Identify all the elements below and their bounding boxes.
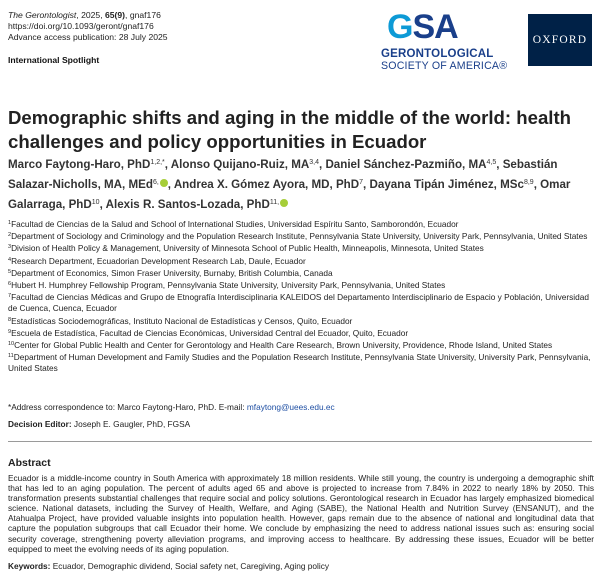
gsa-letter-g: G: [387, 8, 413, 46]
affiliation-text: Department of Human Development and Family Studies and the Population Research Institute, Pennsylvania State University, University Park, Pennsylvania, United States: [8, 352, 591, 374]
affiliation-text: Center for Global Public Health and Center for Gerontology and Health Care Research, Brown University, Providence, Rhode Island, United States: [14, 340, 553, 351]
author-name: Andrea X. Gómez Ayora, MD, PhD: [173, 178, 360, 191]
affiliation-text: Facultad de Ciencias Médicas and Grupo de Etnografía Interdisciplinaria KALEIDOS del Departamento Interdisciplinario de Espacio y Población, Universidad de Cuenca, Cuenca, Ecuador: [8, 292, 589, 314]
affiliation-text: Division of Health Policy & Management, University of Minnesota School of Public Health, Minneapolis, Minnesota, United States: [11, 243, 484, 254]
gsa-letter-s: S: [412, 8, 435, 46]
author-name: Dayana Tipán Jiménez, MSc: [369, 178, 524, 191]
affiliation-item: [8, 327, 592, 339]
gsa-logo-line1: GERONTOLOGICAL: [381, 48, 494, 60]
affiliation-text: Estadísticas Sociodemográficas, Instituto Nacional de Estadísticas y Censos, Quito, Ecuador: [11, 315, 353, 326]
doi-link[interactable]: https://doi.org/10.1093/geront/gnaf176: [8, 21, 154, 31]
author-list: [8, 154, 592, 214]
gsa-logo-line2: SOCIETY OF AMERICA®: [381, 60, 508, 72]
keywords-label: Keywords:: [8, 561, 51, 571]
affiliation-item: [8, 255, 592, 267]
journal-volume: 65(9): [104, 10, 126, 20]
affiliation-item: [8, 230, 592, 242]
affiliation-number: 2: [8, 232, 12, 239]
author-affiliation-ref: 10: [91, 199, 100, 206]
author: [171, 158, 326, 171]
correspondence-label: *Address correspondence to: Marco Faytong-Haro, PhD. E-mail:: [8, 402, 247, 412]
correspondence: [8, 402, 335, 412]
author-name: Sebastián Salazar-Nicholls, MA, MEd: [8, 158, 558, 191]
affiliation-item: [8, 242, 592, 254]
author-separator: ,: [318, 158, 326, 171]
article-header: [8, 6, 592, 70]
affiliation-number: 8: [8, 316, 12, 323]
editor-label: Decision Editor:: [8, 419, 72, 429]
affiliation-number: 7: [8, 293, 12, 300]
article-title: Demographic shifts and aging in the middle of the world: health challenges and policy opportunities in Ecuador: [8, 107, 572, 152]
author-name: Alonso Quijano-Ruiz, MA: [170, 158, 310, 171]
author-separator: ,: [167, 178, 174, 191]
author: [370, 178, 541, 191]
affiliation-number: 1: [8, 220, 12, 226]
author-separator: ,: [533, 178, 541, 191]
author-name: Omar Galarraga, PhD: [8, 178, 571, 211]
correspondence-email-link[interactable]: mfaytong@uees.edu.ec: [246, 402, 335, 412]
section-label: International Spotlight: [8, 55, 100, 65]
orcid-icon[interactable]: [280, 199, 288, 207]
affiliation-item: [8, 218, 592, 230]
author-separator: ,: [99, 198, 106, 211]
author-separator: ,: [496, 158, 500, 171]
abstract-text: Ecuador is a middle-income country in South America with approximately 18 million residents. While still young, the country is undergoing a demographic shift that has led to an aging population. The percent of adults aged 65 and above is projected to increase from 7.84% in 2022 to nearly 18% by 2050. This transformation presents substantial challenges that require social and policy solutions. Gerontological research in Ecuador has largely emphasized biomedical science. National datasets, including the Survey of Health, Welfare, and Aging (SABE), the National Health and Nutrition Survey (ENSANUT), and the Atahualpa Project, have provided valuable insights into population health. However, gaps remain due to the absence of national and longitudinal data that capture the population subgroups that call Ecuador their home. We conclude by emphasizing the need to address national issues such as: ensuring social security coverage, strengthening poverty alleviation programs, and improving access to healthcare. By addressing these issues, Ecuador will be better equipped to meet the evolving needs of its aging population.: [8, 473, 594, 554]
affiliation-number: 9: [8, 328, 12, 335]
affiliation-item: [8, 351, 592, 374]
affiliation-number: 5: [8, 268, 12, 275]
author: [325, 158, 499, 171]
author-affiliation-ref: 7: [359, 179, 364, 186]
affiliation-text: Department of Sociology and Criminology and the Population Research Institute, Pennsylvania State University, University Park, Pennsylvania, United States: [11, 231, 588, 242]
affiliation-item: [8, 339, 592, 351]
affiliation-list: [8, 218, 592, 375]
affiliation-text: Research Department, Ecuadorian Development Research Lab, Daule, Ecuador: [11, 255, 306, 266]
affiliation-text: Department of Economics, Simon Fraser University, Burnaby, British Columbia, Canada: [11, 267, 333, 278]
orcid-icon[interactable]: [160, 179, 168, 187]
author: [106, 198, 289, 211]
affiliation-text: Escuela de Estadística, Facultad de Ciencias Económicas, Universidad Central del Ecuador, Quito, Ecuador: [11, 327, 409, 338]
affiliation-item: [8, 267, 592, 279]
author-affiliation-ref: 8,9: [523, 179, 534, 186]
affiliation-number: 10: [8, 341, 15, 348]
author-separator: ,: [363, 178, 367, 191]
affiliation-number: 3: [8, 244, 12, 251]
journal-meta: [8, 10, 168, 43]
affiliation-item: [8, 315, 592, 327]
author-name: Marco Faytong-Haro, PhD: [8, 158, 151, 171]
oxford-logo[interactable]: OXFORD: [528, 14, 592, 66]
abstract-heading: Abstract: [8, 457, 51, 469]
gsa-letter-a: A: [434, 8, 458, 46]
affiliation-item: [8, 279, 592, 291]
affiliation-text: Facultad de Ciencias de la Salud and School of International Studies, Universidad Espíritu Santo, Samborondón, Ecuador: [11, 219, 459, 229]
editor-name: Joseph E. Gaugler, PhD, FGSA: [71, 419, 191, 429]
affiliation-item: [8, 291, 592, 314]
keywords-list: Ecuador, Demographic dividend, Social safety net, Caregiving, Aging policy: [50, 561, 329, 571]
author-separator: ,: [164, 158, 171, 171]
author-affiliation-ref: 6,: [152, 179, 159, 186]
author-affiliation-ref: 4,5: [486, 159, 497, 166]
author-name: Alexis R. Santos-Lozada, PhD: [105, 198, 270, 211]
citation-year: , 2025,: [76, 10, 105, 20]
journal-name: The Gerontologist: [8, 10, 77, 20]
article-id: , gnaf176: [125, 10, 161, 20]
keywords: [8, 561, 329, 571]
gsa-logo[interactable]: [381, 10, 523, 70]
author: [174, 178, 366, 191]
affiliation-number: 4: [8, 256, 12, 263]
affiliation-number: 11: [8, 353, 14, 360]
author-name: Daniel Sánchez-Pazmiño, MA: [325, 158, 487, 171]
section-divider: [8, 441, 592, 442]
citation-line: [8, 10, 168, 21]
author-affiliation-ref: 1,2,*: [150, 159, 165, 166]
advance-access-date: Advance access publication: 28 July 2025: [8, 32, 168, 42]
gsa-logo-letters: [387, 8, 458, 46]
author-affiliation-ref: 11,: [269, 199, 280, 206]
author-affiliation-ref: 3,4: [309, 159, 319, 166]
decision-editor: [8, 419, 190, 429]
affiliation-number: 6: [8, 281, 12, 288]
affiliation-text: Hubert H. Humphrey Fellowship Program, Pennsylvania State University, University Park, Pennsylvania, United States: [11, 280, 446, 291]
author: [8, 158, 171, 171]
